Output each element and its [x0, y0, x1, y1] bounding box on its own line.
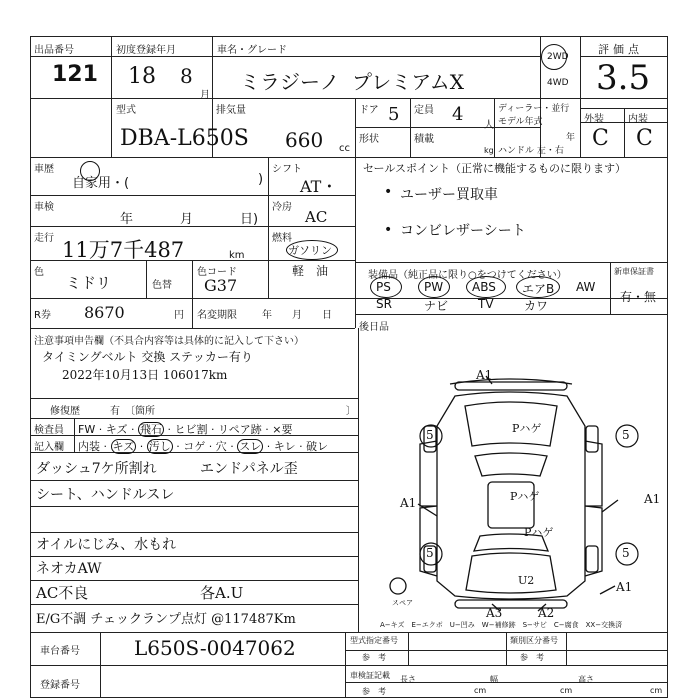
inspection-day: 日) — [240, 212, 259, 227]
insp-scratch: キズ — [105, 423, 128, 436]
diag-label-a1-rear: A1 — [616, 580, 633, 594]
windshield-shape — [475, 453, 547, 476]
comment-5: ネオカAW — [36, 561, 102, 577]
insp-need: ×要 — [272, 423, 293, 436]
insp-int-cut: キレ — [273, 440, 296, 453]
type-approval-ref: 参 考 — [362, 653, 386, 662]
cc-unit: cc — [339, 143, 350, 154]
comment-6: AC不良 — [36, 584, 89, 602]
diag-tire-rl: 5 — [426, 546, 434, 560]
inspection-label: 車検 — [34, 202, 54, 213]
person-unit: 人 — [484, 120, 494, 131]
dealer-label: ディーラー・並行 — [498, 104, 570, 114]
insp-fw: FW — [78, 423, 96, 436]
doors-label: ドア — [359, 105, 379, 116]
insp-int-burn: コゲ — [183, 440, 206, 453]
shape-label: 形状 — [359, 134, 379, 145]
width-unit: cm — [560, 686, 573, 695]
class-label: 類別区分番号 — [510, 636, 558, 645]
diag-paint-hood: Pハゲ — [512, 422, 542, 435]
fuel-label: 燃料 — [272, 233, 292, 244]
inspector-row-1: FW · キズ · 飛石 · ヒビ割 · リペア跡 · ×要 — [78, 423, 293, 436]
diag-label-a1-right: A1 — [644, 492, 661, 506]
diag-paint-rear: Pハゲ — [524, 526, 554, 539]
notes-label: 注意事項申告欄（不具合内容等は具体的に記入して下さい） — [34, 336, 304, 347]
insp-chip: 飛石 — [140, 423, 162, 436]
exterior-label: 外装 — [584, 114, 604, 125]
color-value: ミドリ — [66, 274, 112, 292]
class-ref: 参 考 — [520, 653, 544, 662]
equip-airbag-circle — [516, 276, 560, 298]
warranty-label: 新車保証書 — [614, 267, 654, 276]
diag-spare-label: スペア — [392, 599, 413, 607]
insp-int-stain: 汚し — [148, 440, 171, 453]
repair-history-label: 修復歴 — [50, 406, 80, 417]
sales-points-label: セールスポイント（正常に機能するものに限ります） — [363, 162, 627, 175]
insp-int-tear: 破レ — [306, 440, 329, 453]
month-suffix: 月 — [200, 90, 210, 101]
diag-label-a1-left: A1 — [400, 496, 417, 510]
registration-label: 登録番号 — [40, 680, 80, 691]
first-reg-month: 8 — [180, 64, 193, 88]
drive-4wd: 4WD — [547, 78, 569, 88]
comment-1: ダッシュ7ケ所割れ — [36, 461, 157, 477]
equip-ps: PS — [376, 280, 391, 294]
recycle-value: 8670 — [84, 303, 125, 322]
warranty-value: 有・無 — [620, 290, 657, 304]
history-label: 車歴 — [34, 164, 54, 175]
equip-leather: カワ — [524, 299, 549, 313]
diag-label-a1-front: A1 — [476, 368, 493, 382]
chassis-label: 車台番号 — [40, 646, 80, 657]
fuel-circle — [286, 240, 338, 260]
insp-crack: ヒビ割 — [174, 423, 208, 436]
lot-no-label: 出品番号 — [34, 45, 74, 56]
equip-abs: ABS — [472, 280, 496, 294]
color-change-label: 色替 — [152, 280, 172, 291]
score-label: 評価点 — [598, 43, 643, 56]
diag-label-a3: A3 — [486, 606, 503, 620]
cooler-value: AC — [305, 208, 328, 226]
drive-2wd: 2WD — [547, 52, 569, 62]
equip-airbag: エアB — [522, 282, 555, 296]
diagram-legend: A−キズ E−エクボ U−凹み W−補修跡 S−サビ C−腐食 XX−交換済 — [380, 621, 623, 629]
comment-8: E/G不調 チェックランプ点灯 @117487Km — [36, 612, 296, 627]
car-name: ミラジーノ — [240, 70, 340, 94]
color-code-value: G37 — [204, 276, 238, 295]
height-unit: cm — [650, 686, 663, 695]
score-value: 3.5 — [596, 58, 651, 98]
notes-line-2: 2022年10月13日 106017km — [62, 368, 228, 382]
equipment-label: 装備品（純正品に限り○をつけてください） — [368, 270, 567, 281]
hood-shape — [465, 402, 557, 446]
comment-7: 各A.U — [200, 584, 244, 602]
insp-int-scratch: キズ — [112, 440, 135, 453]
history-circle — [80, 161, 100, 181]
equip-abs-circle — [466, 276, 506, 298]
sales-point-2: コンビレザーシート — [400, 223, 526, 239]
insp-int-wear: スレ — [239, 440, 262, 453]
vehicle-cert-label: 車検証記載 — [350, 671, 390, 680]
inspection-month: 月 — [180, 212, 194, 227]
vehicle-cert-ref: 参 考 — [362, 687, 386, 696]
diag-tire-fl: 5 — [426, 428, 434, 442]
cooler-label: 冷房 — [272, 202, 292, 213]
shift-label: シフト — [272, 164, 302, 175]
rear-hatch-shape — [466, 553, 556, 593]
color-label: 色 — [34, 267, 44, 278]
first-reg-year: 18 — [128, 64, 156, 89]
insp-interior: 内装 — [78, 440, 100, 453]
mileage-value: 11万7千487 — [62, 238, 185, 262]
capacity-value: 4 — [452, 104, 464, 125]
diag-label-a2: A2 — [538, 606, 555, 620]
exterior-grade: C — [592, 126, 609, 151]
inspection-year: 年 — [120, 212, 134, 227]
comment-4: オイルにじみ、水もれ — [36, 537, 177, 553]
displacement-value: 660 — [285, 128, 324, 152]
first-reg-label: 初度登録年月 — [116, 45, 176, 56]
type-approval-label: 型式指定番号 — [350, 636, 398, 645]
diag-label-u2: U2 — [518, 574, 535, 587]
width-label: 幅 — [490, 675, 498, 684]
color-code-label: 色コード — [197, 267, 237, 278]
handle-label: ハンドル 左・右 — [498, 146, 564, 156]
insp-repair: リペア跡 — [218, 423, 262, 436]
diag-paint-roof: Pハゲ — [510, 490, 540, 503]
diag-tire-fr: 5 — [622, 428, 630, 442]
yen-unit: 円 — [174, 310, 184, 321]
model-label: 型式 — [116, 105, 136, 116]
name-grade-label: 車名・グレード — [217, 45, 287, 56]
car-grade: プレミアムX — [352, 70, 465, 94]
length-label: 長さ — [400, 675, 416, 684]
equip-ps-circle — [370, 276, 402, 298]
displacement-label: 排気量 — [216, 105, 246, 116]
interior-grade: C — [636, 126, 653, 151]
repair-history-value: 有 〔箇所 — [110, 406, 155, 417]
capacity-label: 定員 — [414, 105, 434, 116]
equip-navi: ナビ — [424, 299, 449, 313]
interior-label: 内装 — [628, 114, 648, 125]
history-value: 自家用・( — [72, 176, 130, 191]
equip-tv: TV — [478, 297, 494, 311]
diag-tire-rr: 5 — [622, 546, 630, 560]
drive-circle — [541, 44, 567, 70]
comment-2: エンドパネル歪 — [200, 461, 298, 477]
model-year-label: モデル年式 — [498, 117, 543, 127]
equip-pw: PW — [424, 280, 444, 294]
equip-sr: SR — [376, 297, 392, 311]
sales-point-1: ユーザー買取車 — [400, 187, 498, 203]
height-label: 高さ — [578, 675, 594, 684]
shift-value: AT・ — [300, 177, 338, 196]
fuel-gasoline: ガソリン — [288, 244, 332, 257]
chassis-number: L650S-0047062 — [134, 636, 296, 660]
year-suffix: 年 — [566, 133, 576, 143]
rear-items-label: 後日品 — [359, 322, 389, 333]
insp-int-hole: 穴 — [215, 440, 227, 453]
kg-unit: kg — [484, 146, 494, 155]
spare-wheel-shape — [390, 578, 406, 594]
doors-value: 5 — [388, 104, 400, 125]
fuel-light-oil: 軽 油 — [292, 264, 329, 278]
inspector-row-2: 内装 · キズ · 汚し · コゲ · 穴 · スレ · キレ · 破レ — [78, 440, 329, 453]
name-change-value: 年 月 日 — [262, 310, 332, 321]
equip-pw-circle — [418, 276, 450, 298]
lot-number: 121 — [52, 62, 98, 87]
notes-line-1: タイミングベルト 交換 ステッカー有り — [42, 350, 253, 364]
mileage-label: 走行 — [34, 233, 54, 244]
length-unit: cm — [474, 686, 487, 695]
recycle-label: R券 — [34, 310, 51, 321]
km-unit: km — [229, 250, 245, 261]
name-change-label: 名変期限 — [197, 310, 237, 321]
model-code: DBA-L650S — [120, 126, 249, 151]
equip-aw: AW — [576, 280, 596, 294]
inspector-label: 検査員 — [34, 425, 64, 436]
inspector-label-2: 記入欄 — [34, 442, 64, 453]
comment-3: シート、ハンドルスレ — [36, 487, 175, 503]
payload-label: 積載 — [414, 134, 434, 145]
